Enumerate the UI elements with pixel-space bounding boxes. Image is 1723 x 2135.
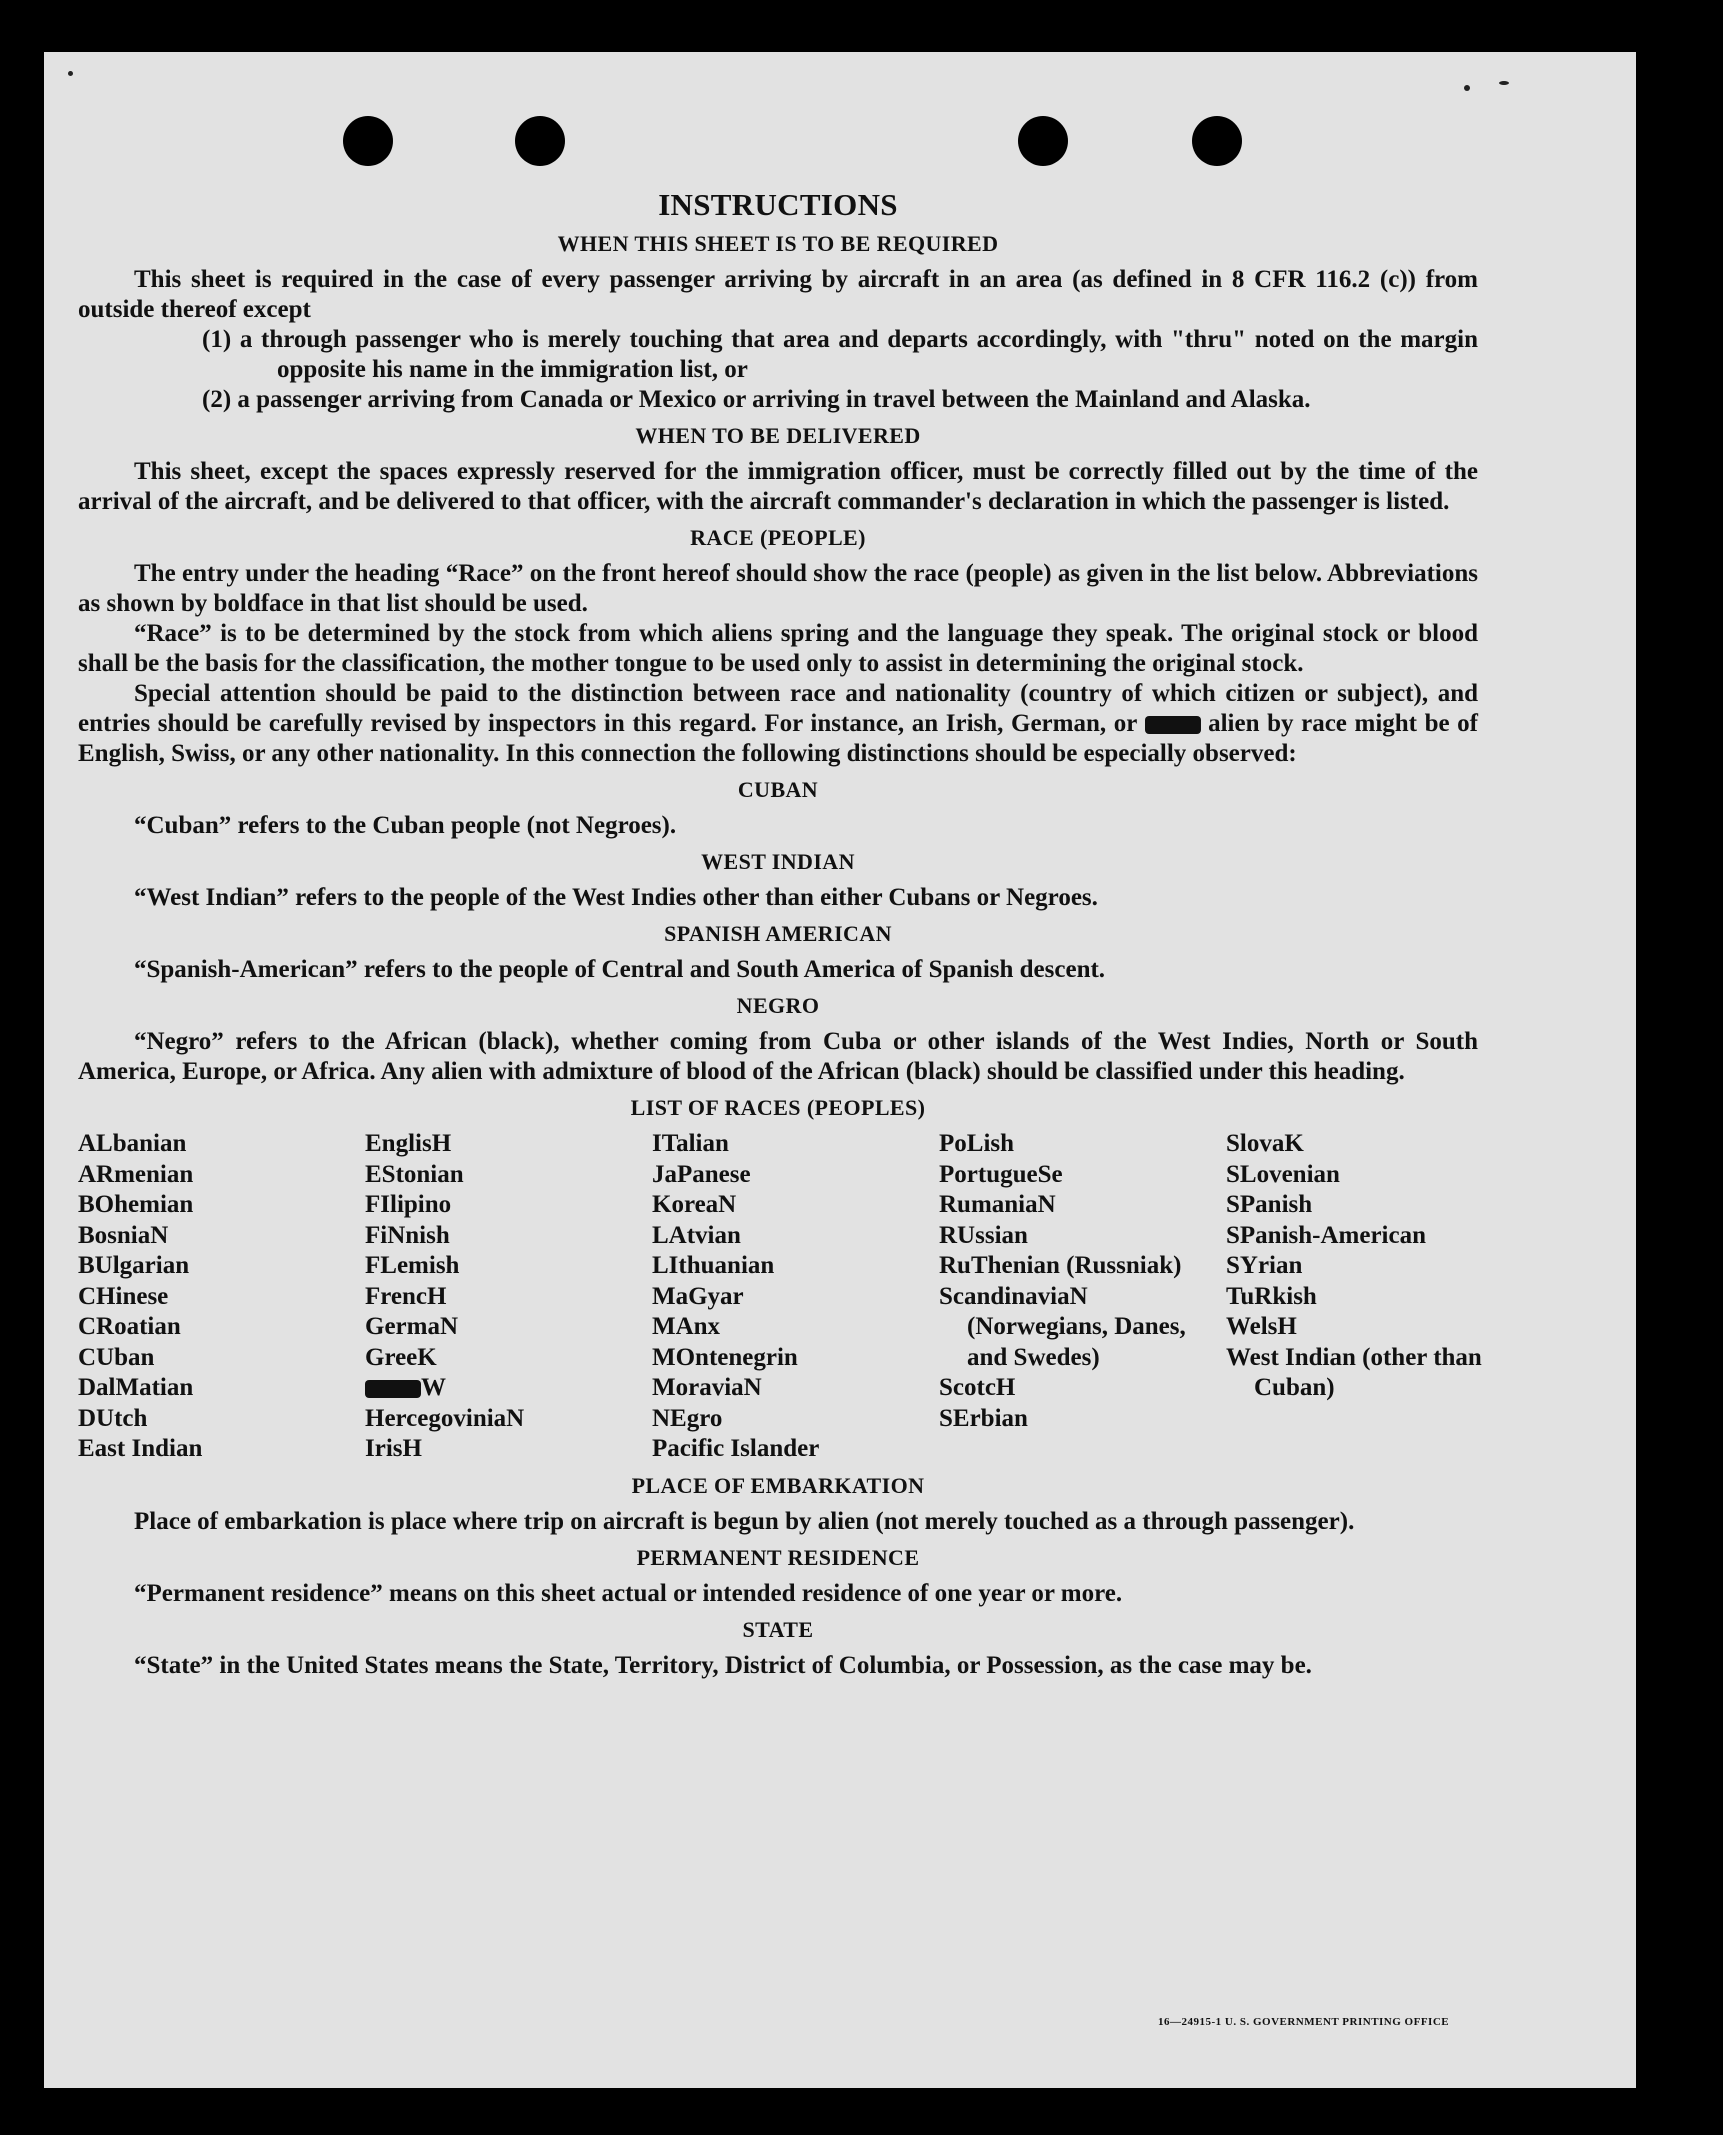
race-item-suffix: W bbox=[421, 1374, 446, 1401]
race-item: EStonian bbox=[365, 1160, 464, 1188]
instructions-body bbox=[78, 187, 1482, 1681]
embarkation-text: Place of embarkation is place where trip on aircraft is begun by alien (not merely touched as a through passenger). bbox=[134, 1507, 1355, 1535]
race-column-1 bbox=[78, 1129, 365, 1465]
race-item: BOhemian bbox=[78, 1191, 194, 1218]
race-item: DUtch bbox=[78, 1404, 148, 1432]
race-item: BUlgarian bbox=[78, 1252, 190, 1279]
speck bbox=[1499, 81, 1509, 85]
race-paragraph-3b: alien by race might be of English, Swiss, or any other nationality. In this connection the following distinctions should be especially observed: bbox=[78, 710, 1479, 767]
heading-state: STATE bbox=[742, 1616, 814, 1642]
state-text: “State” in the United States means the State, Territory, District of Columbia, or Possession, as the case may be. bbox=[134, 1651, 1312, 1679]
race-item: CUban bbox=[78, 1343, 155, 1371]
heading-cuban: CUBAN bbox=[737, 777, 819, 802]
race-item: PoLish bbox=[939, 1130, 1015, 1157]
heading-spanish-american: SPANISH AMERICAN bbox=[664, 921, 892, 946]
heading-when-required: WHEN THIS SHEET IS TO BE REQUIRED bbox=[557, 231, 999, 256]
race-item: GreeK bbox=[365, 1343, 437, 1371]
race-column-3 bbox=[652, 1129, 939, 1465]
race-item: FLemish bbox=[365, 1252, 460, 1279]
race-item: RuThenian (Russniak) bbox=[939, 1252, 1182, 1279]
race-column-2 bbox=[365, 1129, 652, 1465]
heading-race: RACE (PEOPLE) bbox=[690, 525, 866, 550]
race-item: West Indian (other than Cuban) bbox=[1226, 1343, 1482, 1401]
race-item: FrencH bbox=[365, 1282, 447, 1310]
race-item: SPanish bbox=[1226, 1191, 1313, 1218]
race-column-4 bbox=[939, 1129, 1226, 1465]
race-item: IrisH bbox=[365, 1435, 422, 1462]
race-item: ScotcH bbox=[939, 1374, 1016, 1401]
race-item: TuRkish bbox=[1226, 1282, 1317, 1310]
race-item: SPanish-American bbox=[1226, 1221, 1426, 1249]
race-item: ScandinaviaN (Norwegians, Danes, and Swedes) bbox=[939, 1282, 1186, 1371]
race-item: SYrian bbox=[1226, 1252, 1303, 1279]
race-item-redacted bbox=[365, 1373, 652, 1404]
heading-when-delivered: WHEN TO BE DELIVERED bbox=[635, 423, 921, 448]
speck bbox=[68, 71, 73, 76]
race-item: JaPanese bbox=[652, 1160, 751, 1188]
race-item: HercegoviniaN bbox=[365, 1404, 525, 1432]
race-paragraph-3a: Special attention should be paid to the distinction between race and nationality (country of which citizen or subject), and entries should be carefully revised by inspectors in this regard. For instance, an Irish, German, or bbox=[78, 680, 1478, 737]
heading-list-of-races: LIST OF RACES (PEOPLES) bbox=[630, 1095, 926, 1120]
race-list bbox=[78, 1129, 1482, 1465]
race-item: LAtvian bbox=[652, 1221, 741, 1249]
race-item: RUssian bbox=[939, 1221, 1028, 1249]
race-item: SLovenian bbox=[1226, 1160, 1340, 1188]
race-item: ITalian bbox=[652, 1130, 729, 1157]
race-item: Pacific Islander bbox=[652, 1435, 820, 1462]
race-item: RumaniaN bbox=[939, 1191, 1056, 1218]
race-item: NEgro bbox=[652, 1404, 723, 1432]
race-item: PortugueSe bbox=[939, 1160, 1063, 1188]
punch-hole bbox=[1018, 116, 1068, 166]
heading-permanent-residence: PERMANENT RESIDENCE bbox=[636, 1544, 920, 1570]
redaction-mark bbox=[1145, 716, 1201, 734]
document-page bbox=[44, 52, 1636, 2088]
when-required-text: This sheet is required in the case of every passenger arriving by aircraft in an area (as defined in 8 CFR 116.2 (c)) from outside thereof except bbox=[78, 266, 1478, 323]
race-item: CRoatian bbox=[78, 1313, 181, 1340]
race-item: MoraviaN bbox=[652, 1374, 762, 1401]
heading-west-indian: WEST INDIAN bbox=[701, 849, 855, 874]
speck bbox=[1464, 85, 1470, 91]
heading-negro: NEGRO bbox=[736, 993, 820, 1018]
race-item: BosniaN bbox=[78, 1221, 169, 1249]
race-item: MAnx bbox=[652, 1313, 721, 1340]
race-column-5 bbox=[1226, 1129, 1486, 1465]
race-paragraph-3 bbox=[78, 679, 1478, 769]
race-item: CHinese bbox=[78, 1282, 169, 1310]
race-item: SErbian bbox=[939, 1404, 1028, 1432]
redaction-mark bbox=[365, 1380, 421, 1398]
punch-hole bbox=[1192, 116, 1242, 166]
page-title: INSTRUCTIONS bbox=[658, 187, 898, 222]
race-paragraph-1: The entry under the heading “Race” on the front hereof should show the race (people) as given in the list below. Abbreviations as shown by boldface in that list should be used. bbox=[78, 560, 1478, 617]
punch-hole bbox=[343, 116, 393, 166]
race-item: FIlipino bbox=[365, 1191, 452, 1218]
race-item: ALbanian bbox=[78, 1130, 187, 1157]
when-delivered-text: This sheet, except the spaces expressly reserved for the immigration officer, must be correctly filled out by the time of the arrival of the aircraft, and be delivered to that officer, with the aircraft commander's declaration in which the passenger is listed. bbox=[78, 458, 1478, 515]
exception-item-2: (2) a passenger arriving from Canada or Mexico or arriving in travel between the Mainland and Alaska. bbox=[202, 386, 1311, 413]
permanent-residence-text: “Permanent residence” means on this sheet actual or intended residence of one year or more. bbox=[134, 1579, 1123, 1607]
heading-embarkation: PLACE OF EMBARKATION bbox=[631, 1472, 925, 1498]
race-item: MaGyar bbox=[652, 1282, 744, 1310]
spanish-american-text: “Spanish-American” refers to the people of Central and South America of Spanish descent. bbox=[134, 956, 1106, 983]
race-item: GermaN bbox=[365, 1313, 459, 1340]
race-item: EnglisH bbox=[365, 1130, 452, 1157]
race-item: WelsH bbox=[1226, 1313, 1297, 1340]
race-item: LIthuanian bbox=[652, 1252, 775, 1279]
exception-item-1: (1) a through passenger who is merely touching that area and departs accordingly, with "thru" noted on the margin opposite his name in the immigration list, or bbox=[202, 326, 1478, 383]
race-item: East Indian bbox=[78, 1435, 203, 1462]
printer-imprint: 16—24915-1 U. S. GOVERNMENT PRINTING OFFICE bbox=[1158, 2016, 1450, 2028]
race-item: KoreaN bbox=[652, 1191, 737, 1218]
race-item: SlovaK bbox=[1226, 1130, 1304, 1157]
negro-text: “Negro” refers to the African (black), whether coming from Cuba or other islands of the West Indies, North or South America, Europe, or Africa. Any alien with admixture of blood of the African (black) should be classified under this heading. bbox=[78, 1028, 1478, 1085]
race-item: ARmenian bbox=[78, 1160, 194, 1188]
west-indian-text: “West Indian” refers to the people of the West Indies other than either Cubans or Negroes. bbox=[134, 884, 1098, 911]
race-item: MOntenegrin bbox=[652, 1343, 798, 1371]
race-item: DalMatian bbox=[78, 1374, 194, 1401]
race-paragraph-2: “Race” is to be determined by the stock from which aliens spring and the language they speak. The original stock or blood shall be the basis for the classification, the mother tongue to be used only to assist in determining the original stock. bbox=[78, 620, 1478, 677]
race-item: FiNnish bbox=[365, 1221, 450, 1249]
cuban-text: “Cuban” refers to the Cuban people (not Negroes). bbox=[134, 812, 677, 839]
punch-hole bbox=[515, 116, 565, 166]
